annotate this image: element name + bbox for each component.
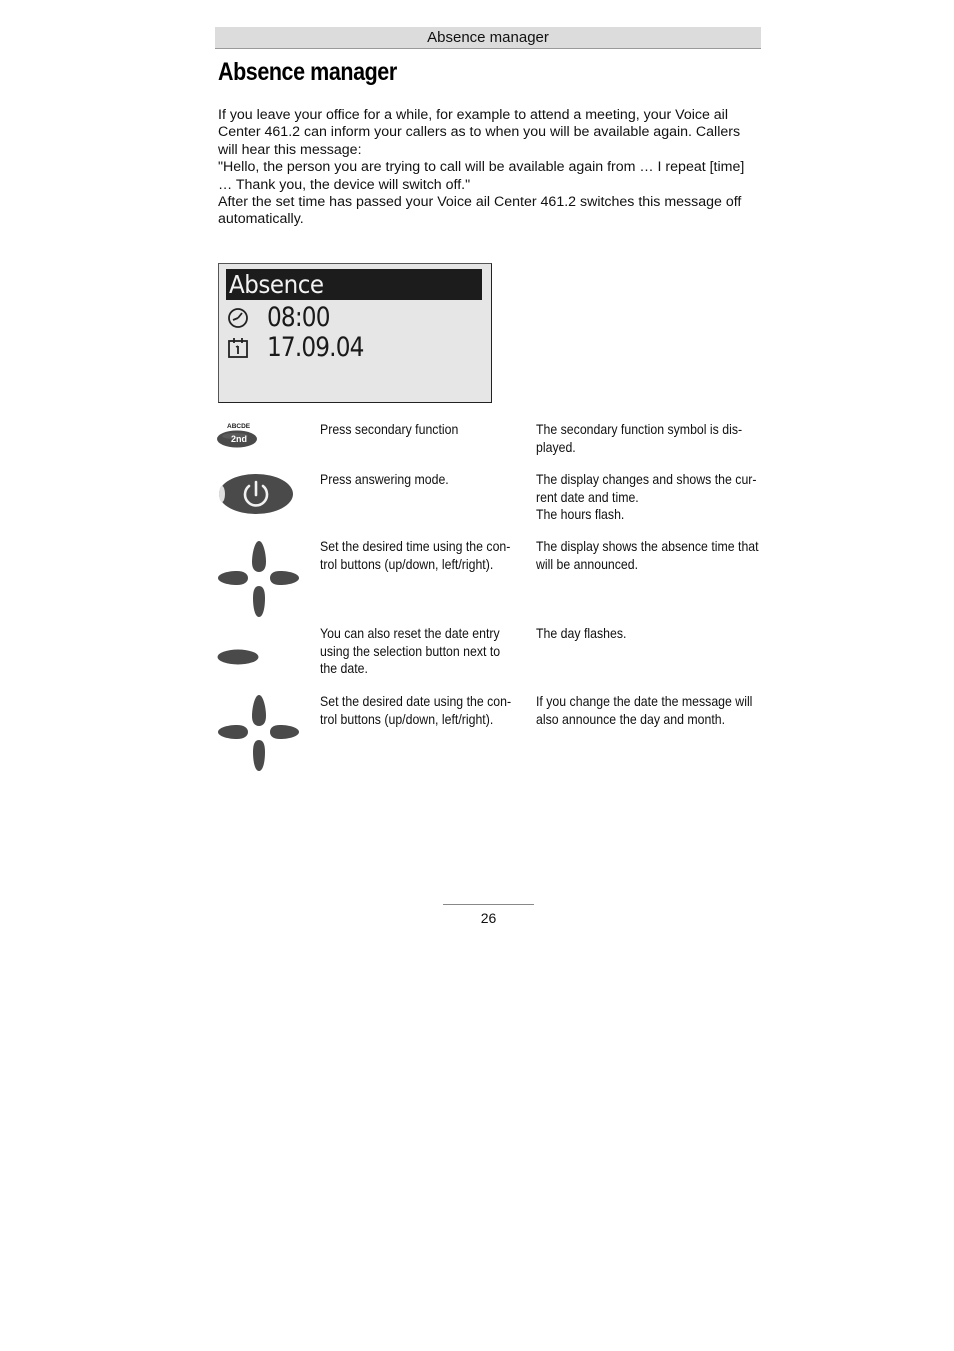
selection-button-icon [217, 648, 261, 671]
clock-icon [227, 307, 249, 329]
step-result-text: If you change the date the message will also announce the day and month. [536, 693, 753, 727]
intro-paragraph: After the set time has passed your Voice ail Center 461.2 switches this message off automatically. [218, 194, 742, 228]
step-result-text: The secondary function symbol is dis- played. [536, 421, 743, 455]
lcd-title: Absence [229, 270, 324, 299]
intro-text [218, 107, 758, 229]
lcd-display [218, 263, 492, 403]
lcd-date: 17.09.04 [267, 332, 364, 363]
footer-divider [443, 904, 534, 905]
intro-paragraph: If you leave your office for a while, for example to attend a meeting, your Voice ail Center 461.2 can inform your callers as to when you will be available again. Callers will hear this message: [218, 107, 741, 158]
step-action-text: You can also reset the date entry using the selection button next to the date. [320, 625, 501, 676]
page-number: 26 [480, 910, 497, 926]
page-title: Absence manager [218, 58, 397, 86]
running-header-title: Absence manager [427, 29, 549, 46]
secondary-key-top-label: ABCDE [227, 423, 251, 430]
secondary-function-key-icon [217, 421, 259, 454]
step-action-text: Press secondary function [320, 421, 459, 437]
lcd-time: 08:00 [267, 302, 330, 333]
lcd-title-bar [226, 269, 482, 300]
running-header [215, 27, 761, 49]
directional-control-buttons-icon [217, 540, 301, 623]
step-action-text: Press answering mode. [320, 471, 449, 487]
calendar-icon [227, 337, 249, 359]
power-answering-mode-button-icon [216, 473, 296, 520]
step-action-text: Set the desired time using the con- trol buttons (up/down, left/right). [320, 538, 511, 572]
step-action-text: Set the desired date using the con- trol buttons (up/down, left/right). [320, 693, 512, 727]
directional-control-buttons-icon [217, 694, 301, 777]
step-result-text: The display changes and shows the cur- rent date and time. The hours flash. [536, 471, 757, 522]
step-result-text: The display shows the absence time that will be announced. [536, 538, 759, 572]
step-result-text: The day flashes. [536, 625, 627, 641]
intro-quote: "Hello, the person you are trying to call will be available again from … I repeat [time] … Thank you, the device will switch off." [218, 159, 745, 193]
secondary-key-label: 2nd [231, 434, 248, 444]
